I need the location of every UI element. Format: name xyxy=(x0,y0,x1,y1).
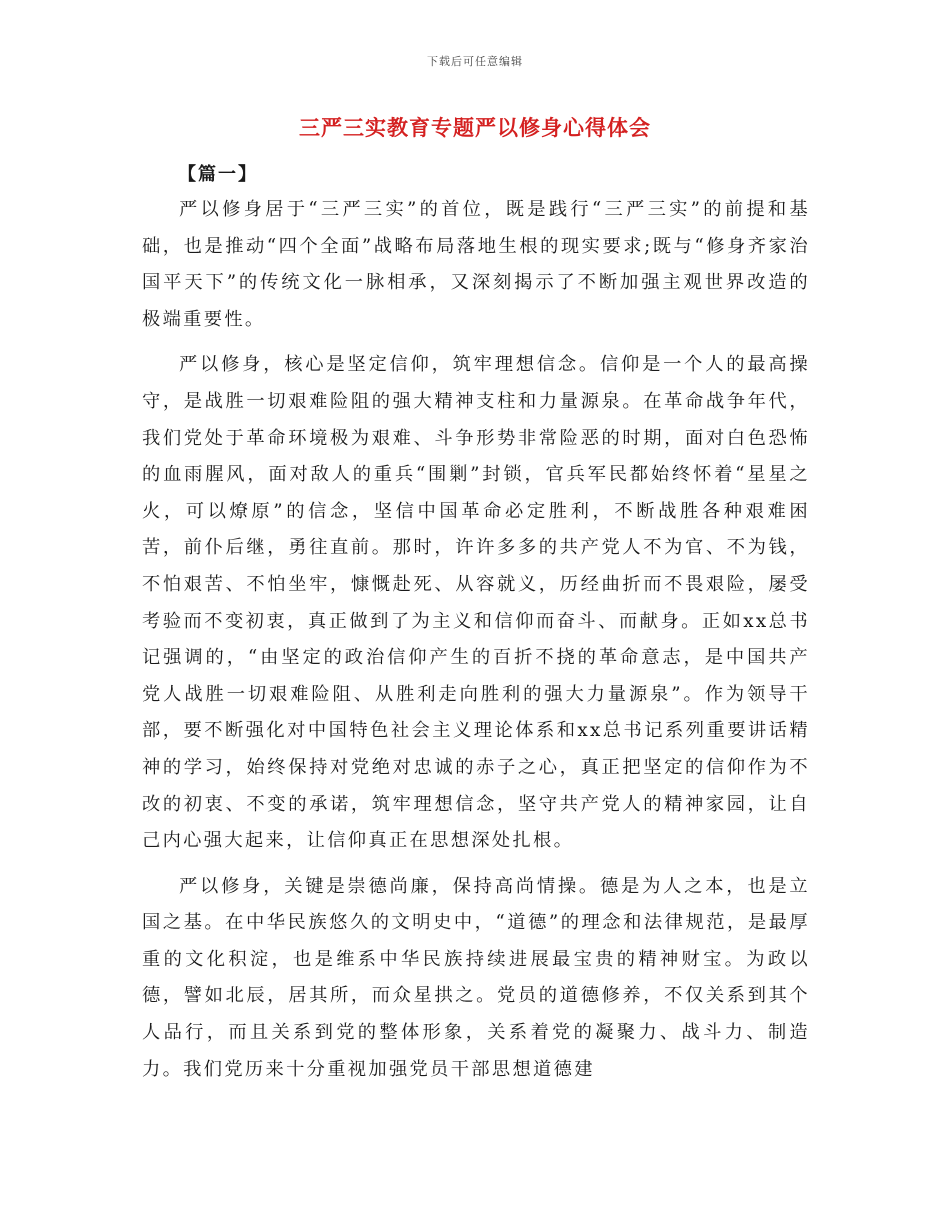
paragraph-1: 严以修身居于“三严三实”的首位，既是践行“三严三实”的前提和基础，也是推动“四个全面”战略布局落地生根的现实要求;既与“修身齐家治国平天下”的传统文化一脉相承，又深刻揭示了不断加强主观世界改造的极端重要性。 xyxy=(142,199,810,330)
document-body xyxy=(142,192,810,1097)
paragraph-3: 严以修身，关键是崇德尚廉，保持高尚情操。德是为人之本，也是立国之基。在中华民族悠久的文明史中，“道德”的理念和法律规范，是最厚重的文化积淀，也是维系中华民族持续进展最宝贵的精神财宝。为政以德，譬如北辰，居其所，而众星拱之。党员的道德修养，不仅关系到其个人品行，而且关系到党的整体形象，关系着党的凝聚力、战斗力、制造力。我们党历来十分重视加强党员干部思想道德建 xyxy=(142,875,810,1080)
page-header-note: 下载后可任意编辑 xyxy=(427,55,523,68)
document-title: 三严三实教育专题严以修身心得体会 xyxy=(299,116,651,140)
paragraph-2: 严以修身，核心是坚定信仰，筑牢理想信念。信仰是一个人的最高操守，是战胜一切艰难险阻的强大精神支柱和力量源泉。在革命战争年代，我们党处于革命环境极为艰难、斗争形势非常险恶的时期，面对白色恐怖的血雨腥风，面对敌人的重兵“围剿”封锁，官兵军民都始终怀着“星星之火，可以燎原”的信念，坚信中国革命必定胜利，不断战胜各种艰难困苦，前仆后继，勇往直前。那时，许许多多的共产党人不为官、不为钱，不怕艰苦、不怕坐牢，慷慨赴死、从容就义，历经曲折而不畏艰险，屡受考验而不变初衷，真正做到了为主义和信仰而奋斗、而献身。正如xx总书记强调的，“由坚定的政治信仰产生的百折不挠的革命意志，是中国共产党人战胜一切艰难险阻、从胜利走向胜利的强大力量源泉”。作为领导干部，要不断强化对中国特色社会主义理论体系和xx总书记系列重要讲话精神的学习，始终保持对党绝对忠诚的赤子之心，真正把坚定的信仰作为不改的初衷、不变的承诺，筑牢理想信念，坚守共产党人的精神家园，让自己内心强大起来，让信仰真正在思想深处扎根。 xyxy=(142,354,810,852)
section-label: 【篇一】 xyxy=(178,164,258,185)
